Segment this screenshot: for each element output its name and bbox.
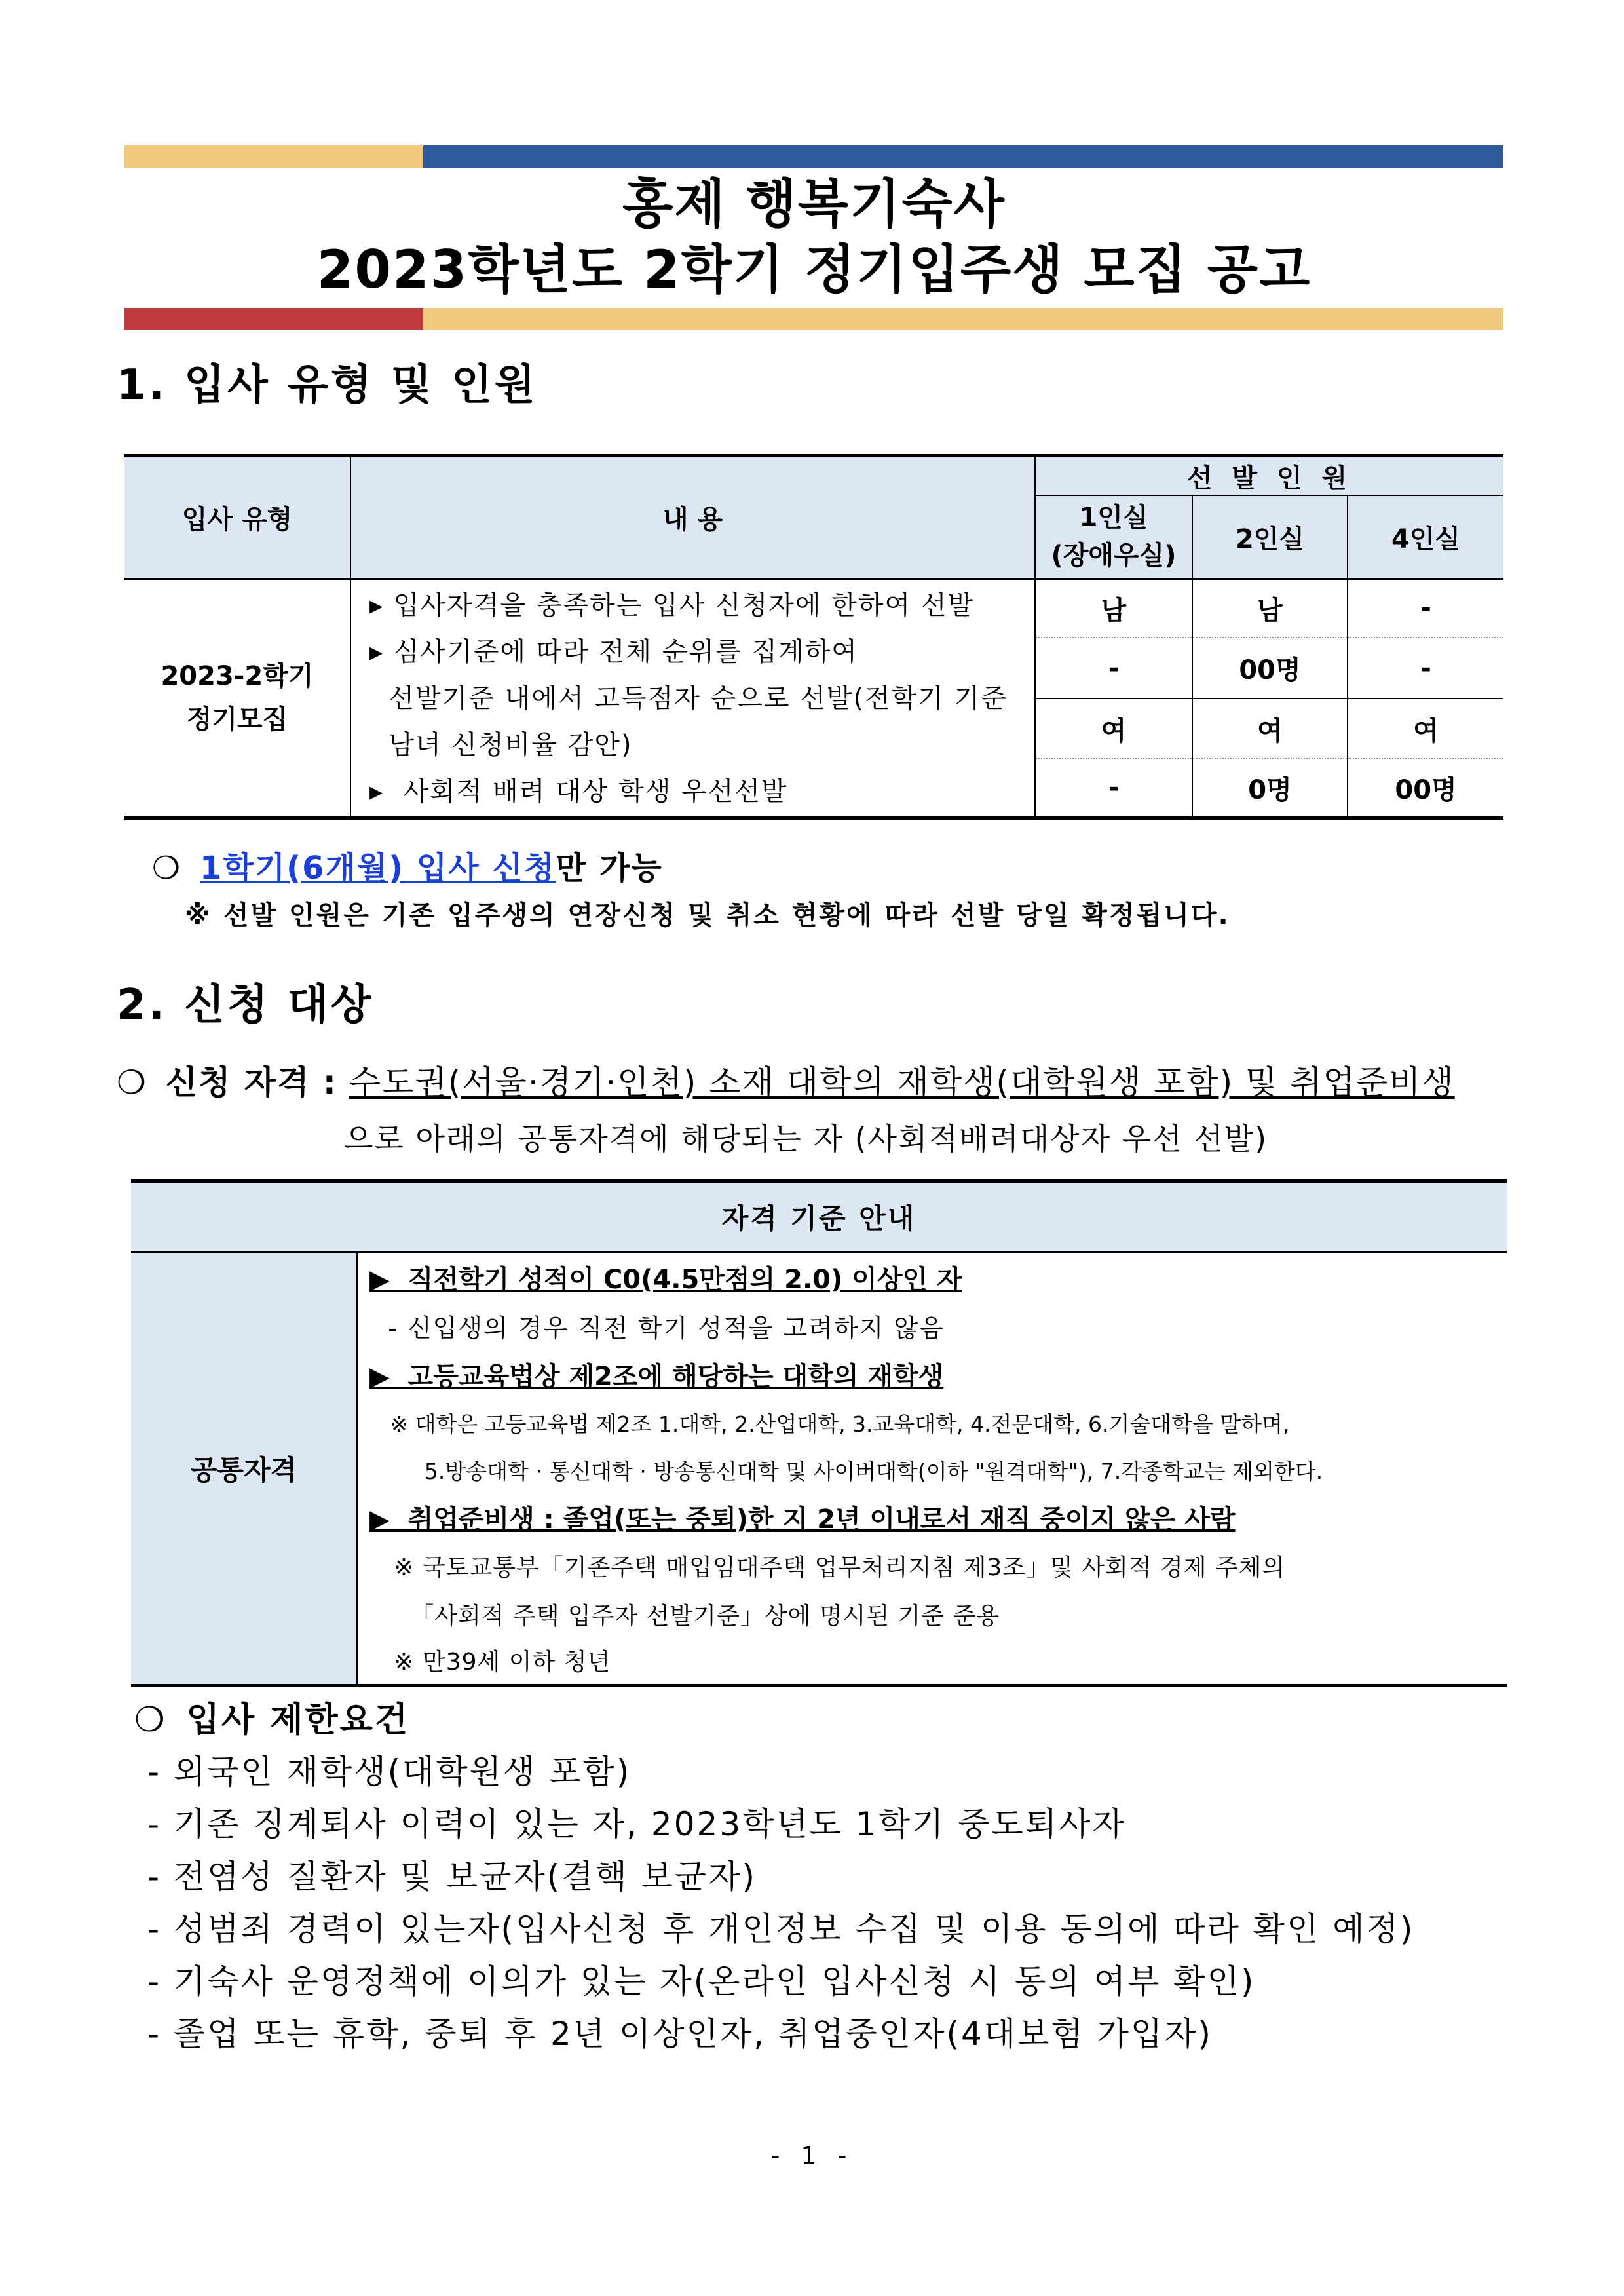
criteria-item: 5.방송대학 · 통신대학 · 방송통신대학 및 사이버대학(이하 "원격대학"), 7.각종학교는 제외한다.: [369, 1459, 1323, 1484]
col-header-quota: 선 발 인 원: [1035, 456, 1503, 496]
type-cell: [124, 579, 350, 818]
semester-note: [152, 843, 663, 888]
semester-subnote: ※ 선발 인원은 기존 입주생의 연장신청 및 취소 현황에 따라 선발 당일 확정됩니다.: [185, 900, 1230, 930]
eligibility-table-header: 자격 기준 안내: [131, 1181, 1507, 1252]
single-room-label: 1인실: [1079, 503, 1148, 533]
criteria-item: ▶ 취업준비생 : 졸업(또는 중퇴)한 지 2년 이내로서 재직 중이지 않은 사람: [369, 1504, 1236, 1535]
content-cell: [350, 579, 1035, 818]
header-bar-red-bottom: [124, 308, 423, 330]
quota-cell: 00명: [1192, 638, 1348, 698]
restriction-item: - 성범죄 경력이 있는자(입사신청 후 개인정보 수집 및 이용 동의에 따라 확인 예정): [147, 1910, 1415, 1948]
content-line: ▸ 입사자격을 충족하는 입사 신청자에 한하여 선발: [369, 590, 975, 621]
restriction-item: - 졸업 또는 휴학, 중퇴 후 2년 이상인자, 취업중인자(4대보험 가입자): [147, 2015, 1213, 2053]
semester-note-rest: 만 가능: [556, 850, 663, 887]
col-header-quad-room: 4인실: [1348, 495, 1503, 579]
quota-cell: 여: [1035, 698, 1192, 759]
header-bar-gold-bottom: [423, 308, 1503, 330]
col-header-type: 입사 유형: [124, 456, 350, 579]
criteria-item: - 신입생의 경우 직전 학기 성적을 고려하지 않음: [369, 1314, 945, 1343]
header-bar-blue-top: [423, 145, 1503, 168]
criteria-item: ▶ 고등교육법상 제2조에 해당하는 대학의 재학생: [369, 1362, 944, 1392]
eligibility-text1: 수도권(서울·경기·인천) 소재 대학의 재학생(대학원생 포함) 및 취업준비생: [349, 1063, 1455, 1101]
criteria-item: ▶ 직전학기 성적이 C0(4.5만점의 2.0) 이상인 자: [369, 1265, 962, 1295]
col-header-double-room: 2인실: [1192, 495, 1348, 579]
criteria-item: ※ 만39세 이하 청년: [369, 1649, 611, 1675]
semester-note-highlight: 1학기(6개월) 입사 신청: [200, 850, 556, 887]
content-line: 선발기준 내에서 고득점자 순으로 선발(전학기 기준: [369, 683, 1008, 714]
criteria-item: 「사회적 주택 입주자 선발기준」상에 명시된 기준 준용: [369, 1603, 1000, 1630]
circle-bullet-icon: ❍: [134, 1700, 167, 1740]
quota-table: [124, 454, 1503, 820]
type-line1: 2023-2학기: [161, 661, 314, 691]
page-number: - 1 -: [770, 2141, 854, 2170]
criteria-item: ※ 국토교통부「기존주택 매입임대주택 업무처리지침 제3조」및 사회적 경제 주체의: [369, 1554, 1286, 1581]
type-line2: 정기모집: [186, 704, 288, 735]
restriction-heading: [134, 1692, 409, 1741]
quota-cell: -: [1035, 638, 1192, 698]
section1-heading: 1. 입사 유형 및 인원: [117, 361, 538, 410]
section2-heading: 2. 신청 대상: [117, 981, 374, 1029]
common-qualification-label: 공통자격: [131, 1252, 357, 1686]
quota-cell: 남: [1192, 579, 1348, 638]
restriction-item: - 전염성 질환자 및 보균자(결핵 보균자): [147, 1858, 757, 1896]
restriction-heading-text: 입사 제한요건: [186, 1700, 410, 1740]
page-title-line2: 2023학년도 2학기 정기입주생 모집 공고: [316, 239, 1312, 300]
quota-cell: 남: [1035, 579, 1192, 638]
eligibility-label: 신청 자격 :: [165, 1063, 337, 1101]
eligibility-table: [131, 1179, 1507, 1687]
criteria-item: ※ 대학은 고등교육법 제2조 1.대학, 2.산업대학, 3.교육대학, 4.전문대학, 6.기술대학을 말하며,: [369, 1411, 1290, 1437]
quota-cell: 여: [1192, 698, 1348, 759]
eligibility-line1: [117, 1056, 1455, 1103]
restriction-item: - 기숙사 운영정책에 이의가 있는 자(온라인 입사신청 시 동의 여부 확인): [147, 1962, 1256, 2000]
circle-bullet-icon: ❍: [117, 1063, 147, 1101]
quota-cell: 00명: [1348, 759, 1503, 818]
eligibility-text2: 으로 아래의 공통자격에 해당되는 자 (사회적배려대상자 우선 선발): [344, 1121, 1268, 1157]
header-bar-gold-top: [124, 145, 423, 168]
restriction-item: - 외국인 재학생(대학원생 포함): [147, 1753, 632, 1791]
quota-cell: -: [1348, 638, 1503, 698]
common-qualification-content: [357, 1252, 1507, 1686]
quota-cell: 0명: [1192, 759, 1348, 818]
page-title-line1: 홍제 행복기숙사: [622, 174, 1006, 235]
disabled-room-label: (장애우실): [1051, 541, 1177, 571]
quota-cell: -: [1348, 579, 1503, 638]
circle-bullet-icon: ❍: [152, 850, 182, 887]
quota-cell: 여: [1348, 698, 1503, 759]
content-line: ▸ 사회적 배려 대상 학생 우선선발: [369, 776, 788, 807]
content-line: ▸ 심사기준에 따라 전체 순위를 집계하여: [369, 636, 858, 667]
quota-cell: -: [1035, 759, 1192, 818]
col-header-single-room: [1035, 495, 1192, 579]
col-header-content: 내 용: [350, 456, 1035, 579]
restriction-item: - 기존 징계퇴사 이력이 있는 자, 2023학년도 1학기 중도퇴사자: [147, 1805, 1126, 1843]
content-line: 남녀 신청비율 감안): [369, 729, 633, 760]
